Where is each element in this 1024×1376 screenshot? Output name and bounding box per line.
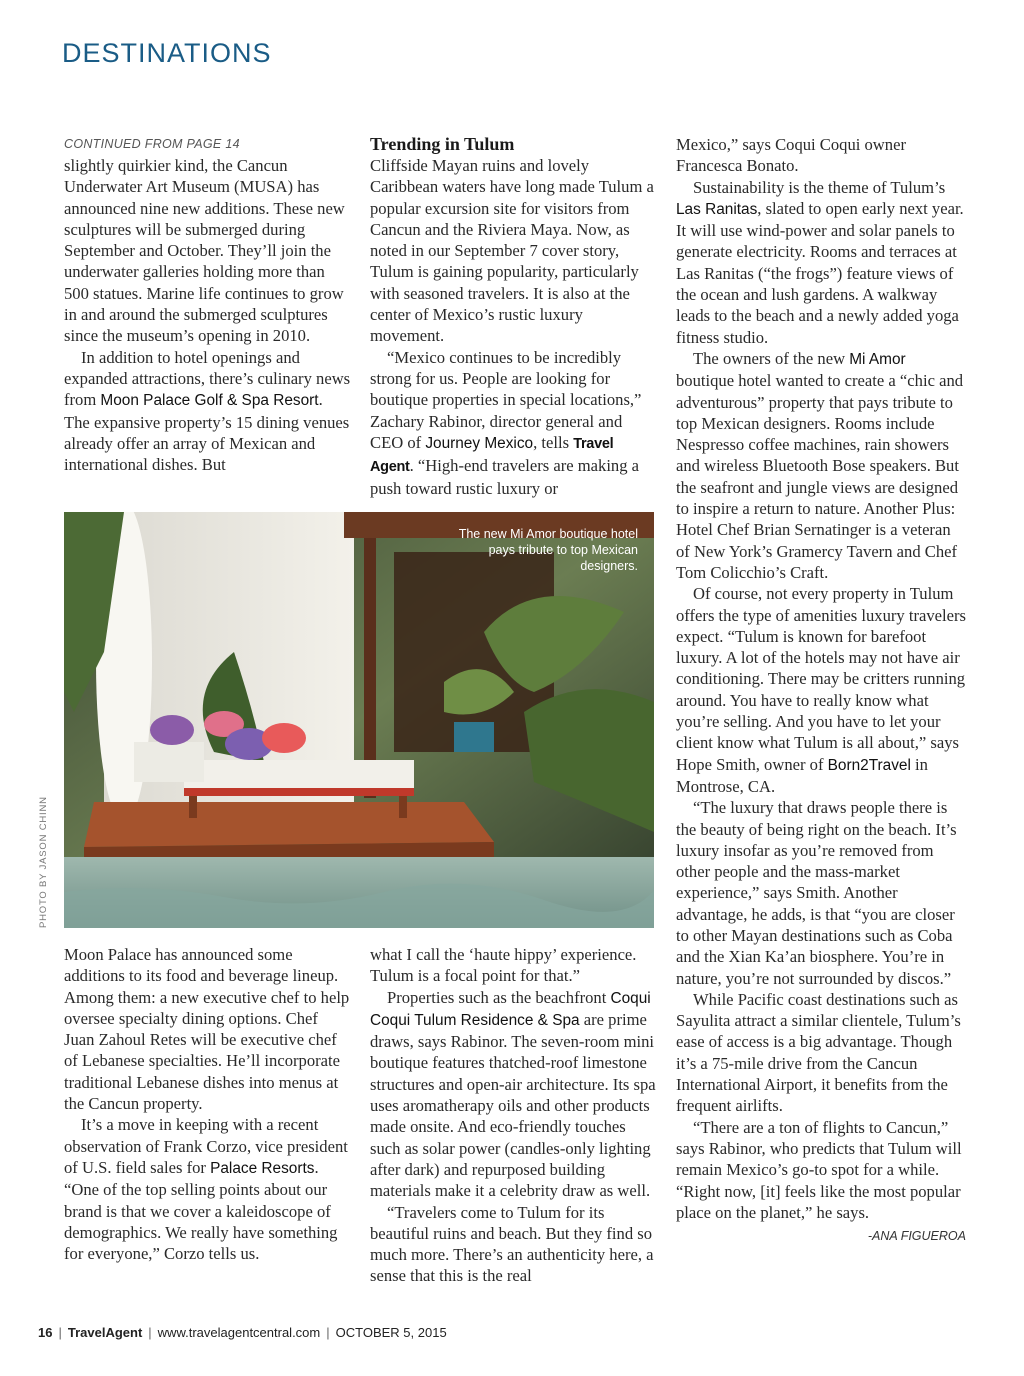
paragraph-text: in Montrose, CA. [676,754,928,796]
column-1-bottom [64,944,352,1264]
paragraph [64,944,352,1114]
paragraph-text: , slated to open early next year. It will use wind-power and solar panels to generate electricity. Rooms and terraces at Las Ranitas (“the frogs”) feature views of the ocean and lush gardens. A walkway leads to the beach and a newly added yoga fitness studio. [676,198,964,347]
byline: -ANA FIGUEROA [867,1229,966,1244]
hotel-pool-illustration [64,512,654,928]
paragraph [676,797,966,989]
paragraph-text: The owners of the new [693,348,850,368]
continued-note: CONTINUED FROM PAGE 14 [64,137,240,151]
paragraph-text: boutique hotel wanted to create a “chic and adventurous” property that pays tribute to top Mexican designers. Rooms include Nespresso coffee machines, rain showers and wireless Bluetooth Bose speakers. But the seafront and jungle views are designed to inspire a return to nature. Another Plus: Hotel Chef Brian Sernatinger is a veteran of New York’s Gramercy Tavern and Chef Tom Colicchio’s Craft. [676,371,964,582]
paragraph [64,1114,352,1264]
paragraph-text: Of course, not every property in Tulum offers the type of amenities luxury travelers expect. “Tulum is known for barefoot luxury. A lot of the hotels may not have air conditioning. There may be critters running around. You have to really know what you’re selling. And you have to let your client know what Tulum is all about,” says Hope Smith, owner of [676,584,966,774]
column-1-top [64,134,352,475]
paragraph-text: Moon Palace has announced some additions to its food and beverage lineup. Among them: a new executive chef to help oversee specialty dining options. Chef Juan Zahoul Retes will be executive chef of Lebanese specialties. He’ll incorporate traditional Lebanese dishes into menus at the Cancun property. [64,945,350,1114]
paragraph-text: what I call the ‘haute hippy’ experience. Tulum is a focal point for that.” [370,945,637,986]
paragraph-text: are prime draws, says Rabinor. The seven-room mini boutique features thatched-roof limestone structures and open-air architecture. Its spa uses aromatherapy oils and other products made onsite. And eco-friendly touches such as solar power (candles-only lighting after dark) and repurposed building materials make it a celebrity draw as well. [370,1009,656,1201]
coqui-coqui-link[interactable]: Coqui Coqui Tulum Residence & Spa [370,989,651,1029]
paragraph [676,989,966,1117]
paragraph [676,177,966,348]
paragraph [676,348,966,583]
column-2-bottom [370,944,658,1287]
paragraph-text: . “One of the top selling points about our brand is that we cover a kaleidoscope of demographics. We really have something for everyone,” Corzo tells us. [64,1157,338,1264]
paragraph [370,1202,658,1287]
paragraph [370,987,658,1202]
palace-resorts-link[interactable]: Palace Resorts [210,1159,315,1177]
subhead-trending-in-tulum: Trending in Tulum [370,134,515,154]
footer-url[interactable]: www.travelagentcentral.com [157,1325,321,1340]
paragraph-text: It’s a move in keeping with a recent observation of Frank Corzo, vice president of U.S. field sales for [64,1115,348,1177]
paragraph-text: “There are a ton of flights to Cancun,” says Rabinor, who predicts that Tulum will remain Mexico’s go-to spot for a while. “Right now, [it] feels like the most popular place on the planet,” he says. [676,1117,962,1222]
mi-amor-link[interactable]: Mi Amor [849,350,906,368]
paragraph-text: “The luxury that draws people there is the beauty of being right on the beach. It’s luxury insofar as you’re removed from other people and the mass-market experience,” says Smith. Another advantage, he adds, is that “you are closer to other Mayan destinations such as Coba and the Xian Ka’an biosphere. You’re in nature, you’re not surrounded by discos.” [676,798,957,988]
paragraph [370,944,658,987]
paragraph-text: In addition to hotel openings and expanded attractions, there’s culinary news from [64,347,351,410]
las-ranitas-link[interactable]: Las Ranitas [676,200,758,218]
paragraph-text: , tells [533,432,574,452]
paragraph-text: . “High-end travelers are making a push toward rustic luxury or [370,456,640,499]
paragraph-text: “Mexico continues to be incredibly strong for us. People are looking for boutique properties in special locations,” Zachary Rabinor, director general and CEO of [370,347,642,452]
paragraph-text: Mexico,” says Coqui Coqui owner Francesca Bonato. [676,135,906,176]
paragraph [64,155,352,347]
column-2-top [370,134,658,500]
page-footer: 16 | TravelAgent | www.travelagentcentral.com | OCTOBER 5, 2015 [38,1325,447,1340]
paragraph-text: Cliffside Mayan ruins and lovely Caribbean waters have long made Tulum a popular excursion site for visitors from Cancun and the Riviera Maya. Now, as noted in our September 7 cover story, Tulum is gaining popularity, particularly with seasoned travelers. It is also at the center of Mexico’s rustic luxury movement. [370,156,654,346]
paragraph-text: . The expansive property’s 15 dining venues already offer an array of Mexican and international dishes. But [64,390,350,475]
paragraph [676,583,966,797]
paragraph [676,1117,966,1244]
paragraph-text: Sustainability is the theme of Tulum’s [693,177,946,197]
paragraph-text: While Pacific coast destinations such as Sayulita attract a similar clientele, Tulum’s ease of access is a big advantage. Though it’s a 75-mile drive from the Cancun International Airport, it benefits from the frequent airlifts. [676,989,961,1116]
paragraph-text: Properties such as the beachfront [387,987,611,1007]
column-3 [676,134,966,1247]
photo-caption: The new Mi Amor boutique hotel pays tribute to top Mexican designers. [458,527,638,573]
footer-brand: TravelAgent [67,1325,143,1340]
section-title: DESTINATIONS [62,38,272,68]
photo-credit: PHOTO BY JASON CHINN [38,796,49,928]
moon-palace-link[interactable]: Moon Palace Golf & Spa Resort [100,392,319,410]
journey-mexico-link[interactable]: Journey Mexico [425,434,534,452]
paragraph [64,347,352,476]
paragraph [370,347,658,500]
paragraph-text: “Travelers come to Tulum for its beautiful ruins and beach. But they find so much more. There’s an authenticity here, a sense that this is the real [370,1202,654,1286]
paragraph-text: slightly quirkier kind, the Cancun Underwater Art Museum (MUSA) has announced nine new additions. These new sculptures will be submerged during September and October. They’ll join the underwater galleries holding more than 500 statues. Marine life continues to grow in and around the submerged sculptures since the museum’s opening in 2010. [64,156,345,346]
hotel-photo [64,512,654,928]
travel-agent-brand: Travel Agent [370,435,614,476]
paragraph [370,155,658,347]
footer-date: OCTOBER 5, 2015 [335,1325,447,1340]
page-number: 16 [38,1325,53,1340]
paragraph [676,134,966,177]
born2travel-link[interactable]: Born2Travel [827,756,911,774]
